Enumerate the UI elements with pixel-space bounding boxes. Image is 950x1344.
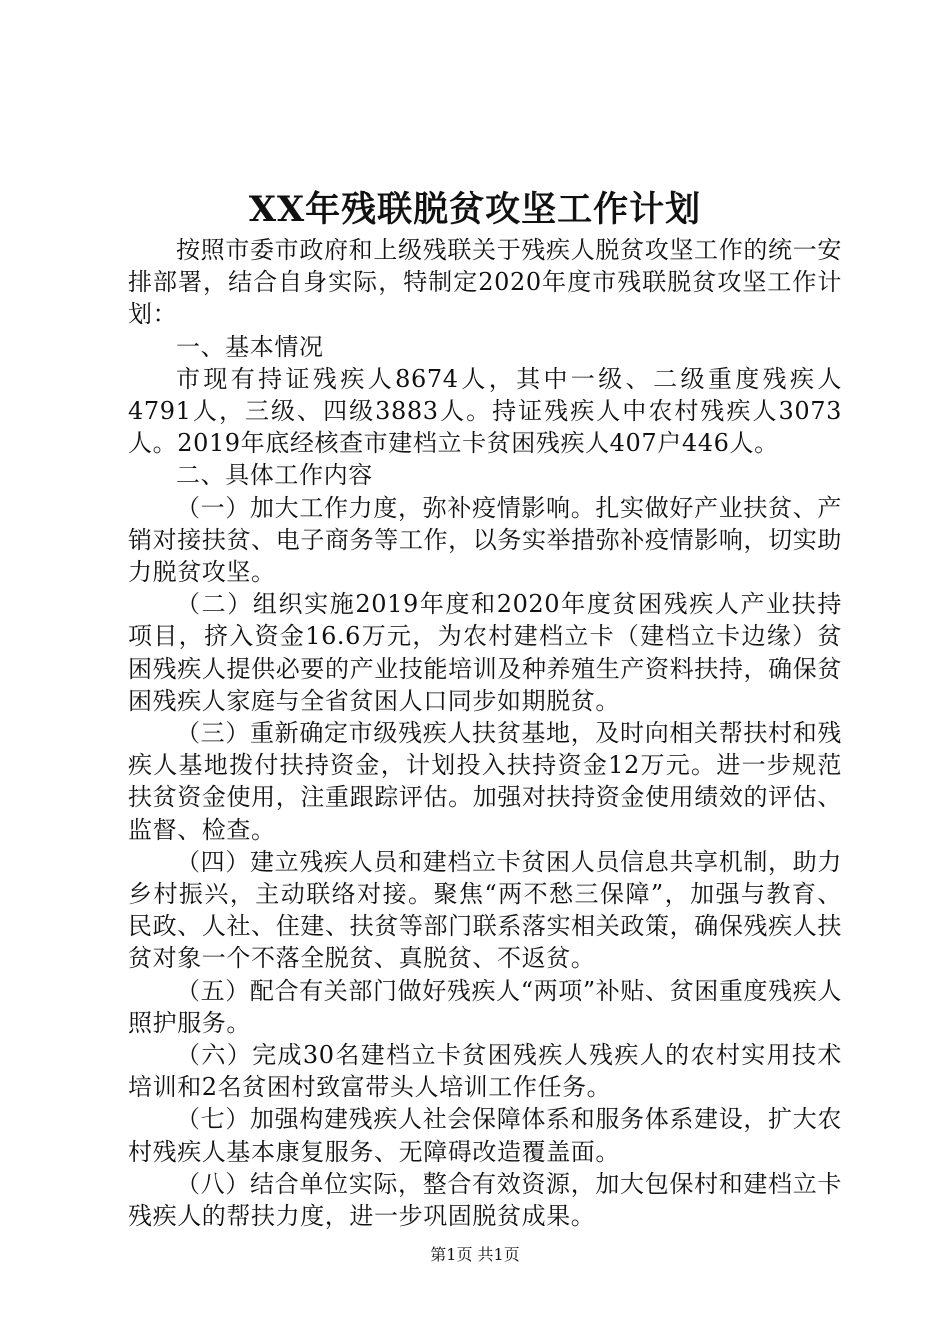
intro-paragraph: 按照市委市政府和上级残联关于残疾人脱贫攻坚工作的统一安排部署，结合自身实际，特制定2020年度市残联脱贫攻坚工作计划：: [128, 236, 842, 329]
page-number-footer: 第1页 共1页: [430, 1245, 520, 1264]
document-title: XX年残联脱贫攻坚工作计划: [248, 189, 702, 230]
basic-info-paragraph: 市现有持证残疾人8674人，其中一级、二级重度残疾人4791人，三级、四级3883人。持证残疾人中农村残疾人3073人。2019年底经核查市建档立卡贫困残疾人407户446人。: [128, 364, 842, 458]
work-item-5: （五）配合有关部门做好残疾人“两项”补贴、贫困重度残疾人照护服务。: [128, 976, 842, 1037]
work-item-7: （七）加强构建残疾人社会保障体系和服务体系建设，扩大农村残疾人基本康复服务、无障碍改造覆盖面。: [128, 1105, 842, 1166]
document-body: [128, 234, 842, 1232]
work-item-8: （八）结合单位实际，整合有效资源，加大包保村和建档立卡残疾人的帮扶力度，进一步巩固脱贫成果。: [128, 1169, 842, 1231]
work-item-2: （二）组织实施2019年度和2020年度贫困残疾人产业扶持项目，挤入资金16.6万元，为农村建档立卡（建档立卡边缘）贫困残疾人提供必要的产业技能培训及种养殖生产资料扶持，确保贫困残疾人家庭与全省贫困人口同步如期脱贫。: [128, 590, 842, 715]
section-heading-basic: 一、基本情况: [176, 332, 324, 361]
work-item-1: （一）加大工作力度，弥补疫情影响。扎实做好产业扶贫、产销对接扶贫、电子商务等工作，以务实举措弥补疫情影响，切实助力脱贫攻坚。: [128, 493, 842, 587]
section-heading-work: 二、具体工作内容: [176, 461, 373, 490]
work-item-6: （六）完成30名建档立卡贫困残疾人残疾人的农村实用技术培训和2名贫困村致富带头人培训工作任务。: [128, 1041, 842, 1102]
work-item-4: （四）建立残疾人员和建档立卡贫困人员信息共享机制，助力乡村振兴，主动联络对接。聚焦“两不愁三保障”，加强与教育、民政、人社、住建、扶贫等部门联系落实相关政策，确保残疾人扶贫对象一个不落全脱贫、真脱贫、不返贫。: [128, 847, 842, 973]
work-item-3: （三）重新确定市级残疾人扶贫基地，及时向相关帮扶村和残疾人基地拨付扶持资金，计划投入扶持资金12万元。进一步规范扶贫资金使用，注重跟踪评估。加强对扶持资金使用绩效的评估、监督、检查。: [128, 719, 842, 844]
